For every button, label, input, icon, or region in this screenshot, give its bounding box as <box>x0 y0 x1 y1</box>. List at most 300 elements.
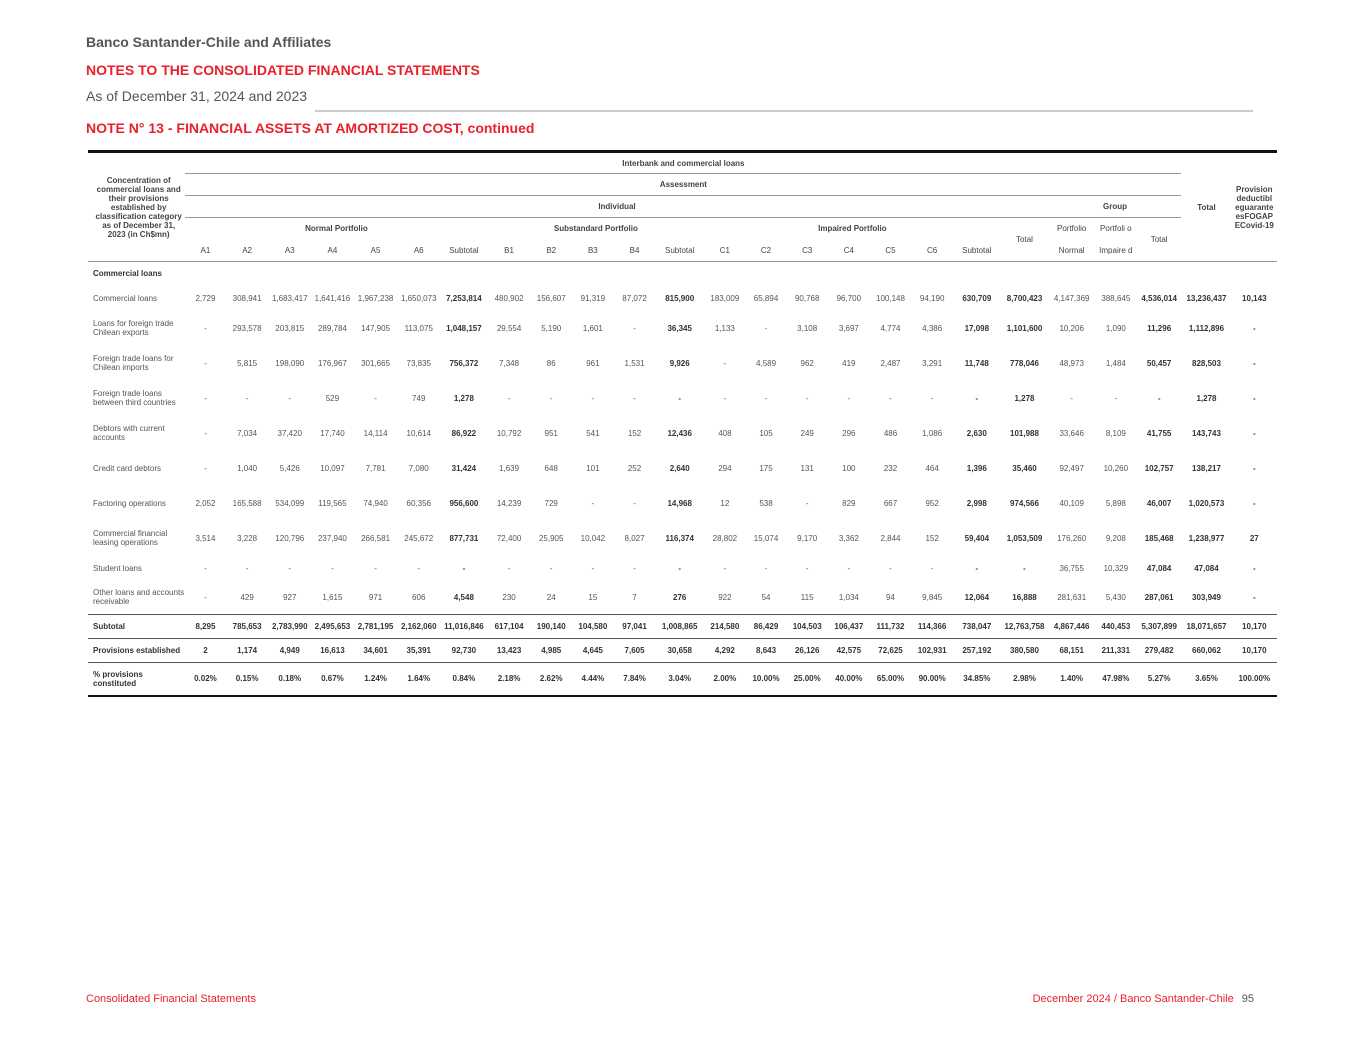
table-cell: 1,112,896 <box>1188 323 1225 333</box>
table-cell: 266,581 <box>361 533 391 543</box>
table-cell: 1.64% <box>397 663 440 696</box>
table-cell: 96,700 <box>836 293 862 303</box>
header-group-total: Total <box>1150 235 1168 244</box>
table-cell: 46,007 <box>1146 498 1172 508</box>
table-cell: 293,578 <box>232 323 262 333</box>
table-cell: 294 <box>718 463 732 473</box>
table-cell: 12,436 <box>667 428 692 438</box>
table-cell: - <box>204 428 207 438</box>
row-label: Foreign trade loans for Chilean imports <box>93 354 174 372</box>
table-cell: 1,278 <box>1014 393 1035 403</box>
table-cell: 3,514 <box>195 533 216 543</box>
header-substandard-portfolio: Substandard Portfolio <box>553 224 638 234</box>
table-cell: - <box>678 563 682 573</box>
table-cell: 5,307,899 <box>1137 615 1181 639</box>
table-cell: 541 <box>586 428 600 438</box>
table-cell: - <box>1023 563 1026 573</box>
column-header-row <box>88 240 1277 262</box>
table-cell: - <box>245 563 249 573</box>
column-header: B2 <box>546 245 557 255</box>
table-cell: 729 <box>544 498 558 508</box>
table-cell: 380,580 <box>1000 639 1048 663</box>
table-cell: 1,048,157 <box>446 323 482 333</box>
loans-table <box>88 150 1277 697</box>
table-cell: 2,783,990 <box>269 615 311 639</box>
table-cell: 1,053,509 <box>1006 533 1043 543</box>
table-cell: 87,072 <box>622 293 647 303</box>
table-cell: 183,009 <box>710 293 740 303</box>
as-of-date: As of December 31, 2024 and 2023 <box>86 88 308 104</box>
table-cell: 36,755 <box>1059 563 1084 573</box>
table-cell: - <box>507 393 511 403</box>
table-cell: 92,730 <box>440 639 487 663</box>
column-header: C4 <box>843 245 854 255</box>
column-header: C3 <box>802 245 813 255</box>
table-cell: - <box>1252 498 1256 508</box>
table-cell: 951 <box>544 428 558 438</box>
table-cell: 1,008,865 <box>655 615 704 639</box>
table-row <box>88 286 1277 311</box>
header-portfolio: Portfolio <box>1057 224 1087 234</box>
table-cell: 143,743 <box>1192 428 1221 438</box>
table-cell: 10,170 <box>1232 615 1277 639</box>
table-cell: 14,114 <box>363 428 388 438</box>
table-cell: 756,372 <box>449 358 479 368</box>
column-header: A6 <box>413 245 424 255</box>
table-cell: 249 <box>800 428 814 438</box>
table-cell: 94 <box>870 581 911 615</box>
table-cell: - <box>805 393 809 403</box>
table-cell: 185,468 <box>1144 533 1174 543</box>
table-cell: 922 <box>704 581 745 615</box>
table-cell: 660,062 <box>1181 639 1231 663</box>
table-cell: 12 <box>720 498 730 508</box>
table-cell: 877,731 <box>449 533 479 543</box>
table-cell: 287,061 <box>1137 581 1181 615</box>
table-cell: 60,356 <box>406 498 431 508</box>
table-cell: 5,815 <box>237 358 258 368</box>
table-cell: 17,098 <box>964 323 990 333</box>
table-cell: 106,437 <box>828 615 870 639</box>
table-cell: 3.04% <box>655 663 704 696</box>
table-cell: 815,900 <box>665 293 695 303</box>
table-cell: - <box>764 563 768 573</box>
table-cell: 8,700,423 <box>1006 293 1043 303</box>
column-header: C2 <box>760 245 772 255</box>
table-cell: - <box>591 498 595 508</box>
table-row <box>88 311 1277 346</box>
table-cell: 7,605 <box>614 639 655 663</box>
company-name: Banco Santander-Chile and Affiliates <box>86 34 332 50</box>
table-cell: 114,366 <box>911 615 953 639</box>
table-cell: 4,774 <box>880 323 901 333</box>
table-cell: 778,046 <box>1010 358 1039 368</box>
table-cell: 8,643 <box>745 639 786 663</box>
table-cell: 1,086 <box>922 428 943 438</box>
table-cell: 279,482 <box>1137 639 1181 663</box>
table-cell: 111,732 <box>870 615 911 639</box>
table-cell: 176,967 <box>317 358 347 368</box>
table-cell: 10.00% <box>745 663 786 696</box>
table-cell: 232 <box>883 463 898 473</box>
table-cell: 7,253,814 <box>446 293 482 303</box>
row-label: Student loans <box>93 563 142 573</box>
table-cell: 2,495,653 <box>311 615 354 639</box>
table-cell: 303,949 <box>1181 581 1231 615</box>
table-cell: - <box>764 393 768 403</box>
table-cell: 4,867,446 <box>1049 615 1095 639</box>
table-cell: 72,625 <box>870 639 911 663</box>
table-cell: 2,162,060 <box>397 615 440 639</box>
table-cell: 73,835 <box>406 358 431 368</box>
table-cell: 74,940 <box>363 498 388 508</box>
table-cell: 115 <box>787 581 828 615</box>
table-cell: 971 <box>354 581 397 615</box>
table-cell: 257,192 <box>953 639 1000 663</box>
table-cell: - <box>1252 358 1256 368</box>
table-row <box>88 486 1277 521</box>
table-row <box>88 556 1277 581</box>
table-cell: 1,133 <box>714 323 735 333</box>
column-header: A5 <box>370 245 381 255</box>
column-header: A4 <box>327 245 338 255</box>
table-cell: 308,941 <box>232 293 262 303</box>
row-label: Factoring operations <box>93 498 166 508</box>
table-cell: 828,503 <box>1192 358 1221 368</box>
row-label: Subtotal <box>88 615 185 639</box>
table-cell: - <box>723 393 727 403</box>
table-cell: 104,503 <box>787 615 828 639</box>
table-cell: 68,151 <box>1049 639 1095 663</box>
table-cell: 15 <box>572 581 614 615</box>
header-total: Total <box>1197 202 1216 212</box>
table-cell: 47,084 <box>1194 563 1219 573</box>
table-cell: 3,291 <box>922 358 943 368</box>
table-row <box>88 381 1277 416</box>
table-cell: 1,034 <box>828 581 870 615</box>
table-cell: - <box>549 393 553 403</box>
table-cell: 156,607 <box>536 293 566 303</box>
table-cell: 5.27% <box>1137 663 1181 696</box>
pct-row <box>88 663 1277 696</box>
table-cell: 4,147,369 <box>1053 293 1090 303</box>
table-cell: 175 <box>759 463 773 473</box>
table-cell: 86,429 <box>745 615 786 639</box>
table-cell: 36,345 <box>667 323 692 333</box>
header-assessment: Assessment <box>185 174 1181 196</box>
table-cell: 7,034 <box>237 428 258 438</box>
column-header: B4 <box>629 245 640 255</box>
table-cell: 7,781 <box>365 463 386 473</box>
header-portfolio-2: Portfoli o <box>1100 224 1132 234</box>
table-cell: - <box>591 393 595 403</box>
table-cell: 10,206 <box>1059 323 1084 333</box>
column-header: A3 <box>284 245 295 255</box>
table-cell: 1,639 <box>499 463 520 473</box>
table-cell: 8,027 <box>624 533 645 543</box>
table-cell: 952 <box>925 498 939 508</box>
row-label: Foreign trade loans between third countries <box>93 389 176 407</box>
table-cell: - <box>185 581 225 615</box>
table-cell: 440,453 <box>1095 615 1137 639</box>
table-cell: 388,645 <box>1101 293 1131 303</box>
table-cell: - <box>549 563 553 573</box>
row-label: Debtors with current accounts <box>93 424 165 442</box>
table-cell: 480,902 <box>494 293 524 303</box>
table-cell: - <box>204 323 207 333</box>
table-cell: 59,404 <box>964 533 990 543</box>
table-cell: - <box>633 498 636 508</box>
table-cell: 296 <box>842 428 856 438</box>
table-cell: - <box>930 393 934 403</box>
table-cell: 1,531 <box>624 358 645 368</box>
table-cell: 3.65% <box>1181 663 1231 696</box>
column-header: A1 <box>200 245 211 255</box>
row-label: Loans for foreign trade Chilean exports <box>93 319 174 337</box>
table-cell: - <box>204 358 207 368</box>
table-cell: 48,973 <box>1059 358 1084 368</box>
table-cell: 10,614 <box>406 428 431 438</box>
column-header: A2 <box>242 245 252 255</box>
table-cell: 538 <box>759 498 773 508</box>
table-cell: 104,580 <box>572 615 614 639</box>
table-cell: 0.18% <box>269 663 311 696</box>
table-cell: 534,099 <box>275 498 305 508</box>
table-cell: 13,423 <box>487 639 530 663</box>
table-cell: 2 <box>185 639 225 663</box>
table-cell: 10,329 <box>1103 563 1129 573</box>
table-cell: 667 <box>883 498 898 508</box>
header-normal-portfolio: Normal Portfolio <box>305 224 368 234</box>
table-cell: 230 <box>487 581 530 615</box>
table-cell: 2.00% <box>704 663 745 696</box>
table-cell: 4,589 <box>756 358 777 368</box>
table-cell: - <box>374 563 377 573</box>
table-cell: 10,042 <box>580 533 606 543</box>
table-cell: 152 <box>627 428 642 438</box>
table-cell: 408 <box>718 428 732 438</box>
table-cell: 5,898 <box>1105 498 1126 508</box>
table-cell: 25,905 <box>538 533 564 543</box>
table-cell: 2,487 <box>880 358 901 368</box>
table-cell: 17,740 <box>320 428 345 438</box>
column-header: B1 <box>504 245 514 255</box>
table-cell: 12,064 <box>953 581 1000 615</box>
table-cell: 90.00% <box>911 663 953 696</box>
table-cell: 40.00% <box>828 663 870 696</box>
table-cell: - <box>1157 393 1161 403</box>
table-cell: 24 <box>531 581 572 615</box>
table-cell: 27 <box>1249 533 1259 543</box>
table-cell: 165,588 <box>232 498 262 508</box>
table-cell: 7 <box>614 581 655 615</box>
table-cell: 2,630 <box>966 428 987 438</box>
table-cell: 281,631 <box>1049 581 1095 615</box>
table-cell: - <box>847 563 851 573</box>
table-cell: 119,565 <box>318 498 347 508</box>
table-cell: - <box>1252 463 1256 473</box>
table-cell: 37,420 <box>277 428 302 438</box>
table-cell: 0.02% <box>185 663 225 696</box>
table-cell: 131 <box>800 463 814 473</box>
table-cell: 0.67% <box>311 663 354 696</box>
table-cell: 34,601 <box>354 639 397 663</box>
table-cell: 86 <box>546 358 556 368</box>
table-cell: - <box>805 498 809 508</box>
table-cell: - <box>723 563 727 573</box>
loans-table-container <box>88 150 1277 697</box>
table-cell: 16,888 <box>1000 581 1048 615</box>
table-cell: 927 <box>269 581 311 615</box>
table-row <box>88 451 1277 486</box>
table-cell: 617,104 <box>487 615 530 639</box>
column-header: C6 <box>927 245 938 255</box>
footer-right <box>1033 993 1254 1005</box>
table-cell: - <box>633 393 636 403</box>
note-title: NOTE N° 13 - FINANCIAL ASSETS AT AMORTIZED COST, continued <box>86 120 535 136</box>
table-cell: - <box>633 563 636 573</box>
table-cell: 29,554 <box>496 323 522 333</box>
table-cell: - <box>678 393 682 403</box>
table-cell: 13,236,437 <box>1186 293 1227 303</box>
table-cell: - <box>975 393 979 403</box>
table-cell: 0.84% <box>440 663 487 696</box>
table-cell: 113,075 <box>404 323 433 333</box>
table-cell: 10,792 <box>496 428 522 438</box>
table-cell: 829 <box>842 498 856 508</box>
table-cell: 4,548 <box>440 581 487 615</box>
table-cell: - <box>847 393 851 403</box>
table-cell: - <box>764 323 768 333</box>
header-interbank: Interbank and commercial loans <box>185 152 1181 174</box>
table-cell: - <box>331 563 334 573</box>
table-cell: 648 <box>544 463 558 473</box>
table-cell: 785,653 <box>226 615 269 639</box>
table-cell: 4,536,014 <box>1141 293 1177 303</box>
table-cell: 10,143 <box>1242 293 1267 303</box>
table-cell: 1,683,417 <box>271 293 308 303</box>
table-cell: 33,646 <box>1059 428 1084 438</box>
table-cell: 301,665 <box>361 358 391 368</box>
table-cell: 529 <box>325 393 340 403</box>
row-label: % provisions constituted <box>88 663 185 696</box>
table-cell: 245,672 <box>404 533 434 543</box>
table-cell: 198,090 <box>275 358 305 368</box>
column-header: B3 <box>587 245 598 255</box>
table-row <box>88 346 1277 381</box>
column-header: Subtotal <box>962 245 992 255</box>
section-label: Commercial loans <box>93 269 162 279</box>
table-cell: 9,845 <box>911 581 953 615</box>
table-cell: 5,426 <box>279 463 300 473</box>
column-header: Subtotal <box>665 245 695 255</box>
table-cell: 749 <box>412 393 426 403</box>
table-cell: - <box>1252 428 1256 438</box>
table-row <box>88 416 1277 451</box>
table-cell: 31,424 <box>451 463 477 473</box>
table-cell: 65,894 <box>753 293 779 303</box>
header-impaired-portfolio: Impaired Portfolio <box>818 224 887 234</box>
table-cell: 12,763,758 <box>1000 615 1048 639</box>
table-cell: - <box>417 563 421 573</box>
table-cell: 1,615 <box>311 581 354 615</box>
header-provision: Provision deductibl eguarante esFOGAP ECovid-19 <box>1234 184 1274 230</box>
table-cell: 4,949 <box>269 639 311 663</box>
table-cell: - <box>1252 563 1256 573</box>
table-cell: - <box>591 563 595 573</box>
table-cell: 72,400 <box>496 533 522 543</box>
table-cell: 100.00% <box>1232 663 1277 696</box>
table-row <box>88 581 1277 615</box>
table-cell: 1,650,073 <box>400 293 437 303</box>
column-header: C1 <box>719 245 730 255</box>
table-cell: 25.00% <box>787 663 828 696</box>
table-cell: 3,108 <box>797 323 818 333</box>
table-cell: 1,020,573 <box>1188 498 1225 508</box>
table-cell: 4,645 <box>572 639 614 663</box>
table-cell: - <box>288 393 292 403</box>
row-label: Other loans and accounts receivable <box>88 581 185 615</box>
table-cell: - <box>633 323 636 333</box>
table-cell: 203,815 <box>275 323 305 333</box>
table-cell: 2,052 <box>195 498 216 508</box>
table-cell: 7,348 <box>499 358 520 368</box>
table-cell: 1,484 <box>1105 358 1126 368</box>
table-cell: - <box>288 563 292 573</box>
table-cell: 956,600 <box>449 498 479 508</box>
row-label: Commercial financial leasing operations <box>93 529 168 547</box>
row-label: Credit card debtors <box>93 463 162 473</box>
table-cell: 11,748 <box>964 358 989 368</box>
table-body <box>88 262 1277 696</box>
table-cell: 100,148 <box>876 293 905 303</box>
column-header: C5 <box>885 245 896 255</box>
table-cell: 2,640 <box>669 463 690 473</box>
table-cell: - <box>507 563 511 573</box>
table-cell: 10,097 <box>320 463 345 473</box>
table-cell: 0.15% <box>226 663 269 696</box>
table-cell: 4,386 <box>922 323 943 333</box>
footer-left: Consolidated Financial Statements <box>86 993 256 1005</box>
table-cell: 11,296 <box>1147 323 1172 333</box>
header-group: Group <box>1049 196 1182 218</box>
table-cell: 429 <box>226 581 269 615</box>
table-cell: 2,781,195 <box>354 615 397 639</box>
table-cell: - <box>245 393 249 403</box>
table-cell: 35,391 <box>397 639 440 663</box>
table-cell: 65.00% <box>870 663 911 696</box>
table-cell: 1,174 <box>226 639 269 663</box>
table-cell: 2,844 <box>880 533 901 543</box>
table-cell: 3,697 <box>838 323 859 333</box>
table-cell: 9,926 <box>669 358 690 368</box>
table-cell: 486 <box>883 428 898 438</box>
table-cell: 14,968 <box>667 498 692 508</box>
table-cell: 1,601 <box>582 323 603 333</box>
table-cell: 9,208 <box>1105 533 1126 543</box>
table-cell: 86,922 <box>451 428 477 438</box>
subtotal-row <box>88 615 1277 639</box>
row-label: Commercial loans <box>93 293 158 303</box>
table-cell: 214,580 <box>704 615 745 639</box>
table-cell: 5,430 <box>1095 581 1137 615</box>
table-cell: 2,729 <box>195 293 216 303</box>
table-cell: 962 <box>800 358 814 368</box>
table-cell: 105 <box>759 428 773 438</box>
table-cell: - <box>805 563 809 573</box>
table-cell: 15,074 <box>753 533 779 543</box>
table-cell: - <box>1114 393 1118 403</box>
